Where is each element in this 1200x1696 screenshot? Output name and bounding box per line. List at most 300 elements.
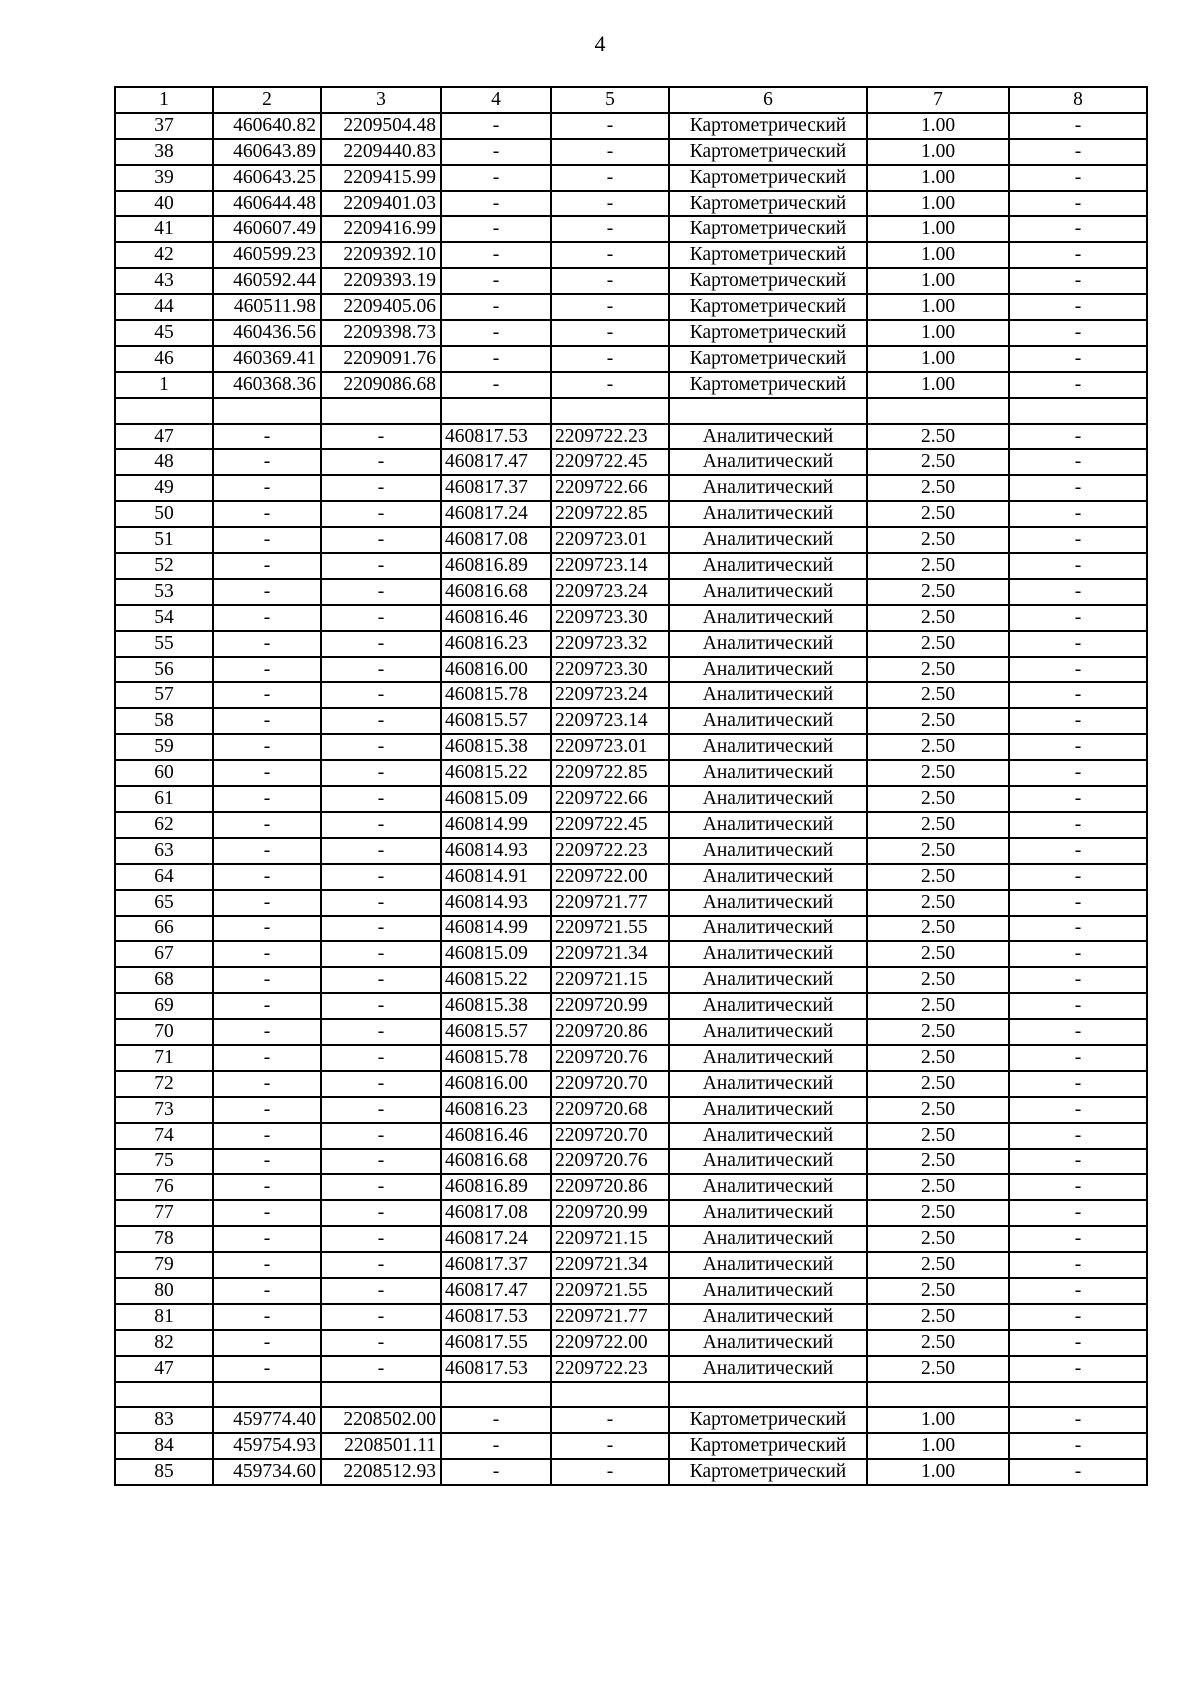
x-coordinate-cell: - [213,916,321,942]
method-cell: Картометрический [669,268,867,294]
accuracy-cell: 2.50 [867,1200,1009,1226]
y-coordinate-cell: - [321,1019,441,1045]
x-coordinate-cell: - [213,1097,321,1123]
point-number-cell: 52 [115,553,213,579]
accuracy-cell: 2.50 [867,967,1009,993]
table-row [115,941,1147,967]
accuracy-cell: 2.50 [867,1123,1009,1149]
x-coordinate-cell: 460592.44 [213,268,321,294]
column-header: 1 [115,87,213,113]
point-number-cell: 71 [115,1045,213,1071]
table-row [115,113,1147,139]
method-cell: Аналитический [669,838,867,864]
accuracy-cell: 2.50 [867,1149,1009,1175]
accuracy-cell: 1.00 [867,346,1009,372]
method-cell: Картометрический [669,139,867,165]
y-coordinate-new-cell: - [551,216,669,242]
table-row [115,682,1147,708]
point-number-cell: 43 [115,268,213,294]
accuracy-cell: 1.00 [867,1433,1009,1459]
point-number-cell: 56 [115,657,213,683]
y-coordinate-new-cell: 2209720.68 [551,1097,669,1123]
x-coordinate-new-cell: - [441,191,551,217]
y-coordinate-new-cell: 2209722.45 [551,812,669,838]
description-cell: - [1009,1200,1147,1226]
method-cell: Аналитический [669,786,867,812]
description-cell: - [1009,838,1147,864]
x-coordinate-new-cell: - [441,1459,551,1485]
accuracy-cell: 2.50 [867,1356,1009,1382]
x-coordinate-new-cell: 460814.99 [441,812,551,838]
description-cell: - [1009,475,1147,501]
table-header-row [115,87,1147,113]
table-row [115,1097,1147,1123]
x-coordinate-new-cell: 460815.78 [441,1045,551,1071]
accuracy-cell: 2.50 [867,734,1009,760]
method-cell: Аналитический [669,1097,867,1123]
y-coordinate-new-cell: 2209723.01 [551,527,669,553]
method-cell: Картометрический [669,113,867,139]
method-cell: Аналитический [669,1330,867,1356]
y-coordinate-new-cell: 2209722.23 [551,838,669,864]
x-coordinate-new-cell: - [441,268,551,294]
y-coordinate-cell: - [321,1149,441,1175]
x-coordinate-new-cell: 460815.22 [441,967,551,993]
point-number-cell: 72 [115,1071,213,1097]
description-cell: - [1009,708,1147,734]
y-coordinate-cell: - [321,1304,441,1330]
point-number-cell: 48 [115,449,213,475]
accuracy-cell: 1.00 [867,268,1009,294]
x-coordinate-new-cell: - [441,139,551,165]
x-coordinate-cell: - [213,682,321,708]
accuracy-cell: 2.50 [867,1304,1009,1330]
x-coordinate-cell: - [213,734,321,760]
table-row [115,449,1147,475]
description-cell: - [1009,242,1147,268]
x-coordinate-cell: - [213,1330,321,1356]
description-cell: - [1009,1071,1147,1097]
point-number-cell: 77 [115,1200,213,1226]
x-coordinate-cell: - [213,760,321,786]
description-cell: - [1009,890,1147,916]
accuracy-cell: 2.50 [867,1097,1009,1123]
y-coordinate-new-cell: - [551,346,669,372]
y-coordinate-cell: - [321,993,441,1019]
description-cell: - [1009,139,1147,165]
table-row [115,346,1147,372]
y-coordinate-new-cell: 2209723.24 [551,682,669,708]
description-cell: - [1009,424,1147,450]
description-cell: - [1009,682,1147,708]
y-coordinate-new-cell: 2209721.34 [551,1252,669,1278]
y-coordinate-cell: - [321,967,441,993]
table-row [115,786,1147,812]
table-row [115,320,1147,346]
table-row [115,1278,1147,1304]
description-cell: - [1009,527,1147,553]
method-cell: Аналитический [669,475,867,501]
method-cell: Аналитический [669,1200,867,1226]
table-row [115,553,1147,579]
method-cell: Аналитический [669,812,867,838]
x-coordinate-new-cell: 460816.46 [441,605,551,631]
method-cell: Картометрический [669,320,867,346]
page-number: 4 [594,31,606,56]
table-row [115,165,1147,191]
table-row [115,1019,1147,1045]
x-coordinate-cell: 460643.25 [213,165,321,191]
x-coordinate-new-cell: 460817.47 [441,449,551,475]
table-row [115,1356,1147,1382]
y-coordinate-new-cell: 2209721.55 [551,1278,669,1304]
table-row [115,1200,1147,1226]
method-cell: Картометрический [669,165,867,191]
y-coordinate-cell: 2209405.06 [321,294,441,320]
accuracy-cell: 1.00 [867,294,1009,320]
accuracy-cell: 2.50 [867,1278,1009,1304]
method-cell: Картометрический [669,1433,867,1459]
description-cell: - [1009,1045,1147,1071]
point-number-cell: 50 [115,501,213,527]
table-row [115,1123,1147,1149]
y-coordinate-new-cell: 2209722.00 [551,1330,669,1356]
description-cell: - [1009,1330,1147,1356]
y-coordinate-new-cell: 2209722.00 [551,864,669,890]
table-row [115,372,1147,398]
y-coordinate-new-cell [551,398,669,424]
table-row [115,424,1147,450]
description-cell: - [1009,864,1147,890]
method-cell [669,398,867,424]
point-number-cell: 54 [115,605,213,631]
x-coordinate-new-cell: 460817.53 [441,424,551,450]
point-number-cell: 76 [115,1174,213,1200]
accuracy-cell: 2.50 [867,1045,1009,1071]
x-coordinate-new-cell: 460816.68 [441,579,551,605]
point-number-cell: 49 [115,475,213,501]
method-cell: Аналитический [669,553,867,579]
table-row [115,579,1147,605]
description-cell: - [1009,657,1147,683]
y-coordinate-cell: 2209392.10 [321,242,441,268]
y-coordinate-cell: - [321,1174,441,1200]
point-number-cell: 84 [115,1433,213,1459]
y-coordinate-new-cell: 2209721.15 [551,967,669,993]
y-coordinate-new-cell: 2209720.99 [551,993,669,1019]
y-coordinate-cell: - [321,708,441,734]
method-cell: Картометрический [669,372,867,398]
description-cell: - [1009,1174,1147,1200]
y-coordinate-cell: - [321,916,441,942]
y-coordinate-cell: - [321,941,441,967]
x-coordinate-new-cell: 460817.47 [441,1278,551,1304]
point-number-cell [115,398,213,424]
method-cell: Аналитический [669,449,867,475]
x-coordinate-new-cell: 460817.08 [441,1200,551,1226]
x-coordinate-new-cell: 460815.09 [441,941,551,967]
y-coordinate-new-cell: 2209720.76 [551,1045,669,1071]
y-coordinate-cell: - [321,890,441,916]
point-number-cell: 51 [115,527,213,553]
x-coordinate-new-cell: - [441,165,551,191]
x-coordinate-new-cell: 460815.38 [441,993,551,1019]
accuracy-cell: 2.50 [867,501,1009,527]
y-coordinate-cell: 2209504.48 [321,113,441,139]
y-coordinate-cell: - [321,760,441,786]
description-cell: - [1009,916,1147,942]
point-number-cell: 59 [115,734,213,760]
y-coordinate-new-cell: 2209722.66 [551,475,669,501]
x-coordinate-new-cell: 460816.00 [441,657,551,683]
method-cell: Картометрический [669,242,867,268]
y-coordinate-new-cell: - [551,1433,669,1459]
y-coordinate-cell: 2208501.11 [321,1433,441,1459]
x-coordinate-cell: - [213,501,321,527]
x-coordinate-cell: 459754.93 [213,1433,321,1459]
y-coordinate-new-cell: 2209723.14 [551,553,669,579]
column-header: 7 [867,87,1009,113]
table-row [115,708,1147,734]
y-coordinate-cell: - [321,501,441,527]
accuracy-cell: 1.00 [867,1459,1009,1485]
y-coordinate-new-cell: 2209720.70 [551,1071,669,1097]
y-coordinate-cell: - [321,424,441,450]
y-coordinate-new-cell: 2209721.55 [551,916,669,942]
description-cell: - [1009,113,1147,139]
table-row [115,967,1147,993]
column-header: 8 [1009,87,1147,113]
description-cell: - [1009,165,1147,191]
description-cell: - [1009,449,1147,475]
x-coordinate-cell: 460511.98 [213,294,321,320]
accuracy-cell: 2.50 [867,682,1009,708]
accuracy-cell: 2.50 [867,631,1009,657]
x-coordinate-new-cell [441,1382,551,1408]
point-number-cell: 63 [115,838,213,864]
x-coordinate-cell: - [213,631,321,657]
y-coordinate-new-cell: - [551,113,669,139]
accuracy-cell: 2.50 [867,553,1009,579]
x-coordinate-cell: - [213,864,321,890]
x-coordinate-cell: - [213,1304,321,1330]
table-row [115,1045,1147,1071]
description-cell: - [1009,1459,1147,1485]
description-cell: - [1009,605,1147,631]
x-coordinate-cell [213,1382,321,1408]
y-coordinate-cell: - [321,449,441,475]
point-number-cell: 41 [115,216,213,242]
table-row [115,1330,1147,1356]
method-cell: Аналитический [669,1123,867,1149]
x-coordinate-cell: - [213,527,321,553]
description-cell: - [1009,346,1147,372]
y-coordinate-cell: - [321,1200,441,1226]
point-number-cell: 78 [115,1226,213,1252]
point-number-cell: 39 [115,165,213,191]
table-row [115,1149,1147,1175]
x-coordinate-cell: - [213,1174,321,1200]
y-coordinate-new-cell: - [551,294,669,320]
x-coordinate-cell: - [213,1200,321,1226]
y-coordinate-new-cell: 2209723.30 [551,605,669,631]
method-cell: Аналитический [669,708,867,734]
y-coordinate-new-cell: 2209722.85 [551,760,669,786]
method-cell: Аналитический [669,1019,867,1045]
point-number-cell: 47 [115,1356,213,1382]
point-number-cell: 65 [115,890,213,916]
point-number-cell: 79 [115,1252,213,1278]
description-cell: - [1009,734,1147,760]
y-coordinate-new-cell: - [551,1407,669,1433]
table-row [115,631,1147,657]
x-coordinate-new-cell: 460817.37 [441,1252,551,1278]
y-coordinate-cell: 2209415.99 [321,165,441,191]
y-coordinate-cell: 2209398.73 [321,320,441,346]
method-cell: Аналитический [669,1252,867,1278]
method-cell: Аналитический [669,682,867,708]
table-row [115,1304,1147,1330]
x-coordinate-cell: 460643.89 [213,139,321,165]
description-cell: - [1009,786,1147,812]
accuracy-cell: 1.00 [867,165,1009,191]
y-coordinate-cell: 2209401.03 [321,191,441,217]
accuracy-cell: 2.50 [867,760,1009,786]
x-coordinate-new-cell: 460814.91 [441,864,551,890]
method-cell: Аналитический [669,1226,867,1252]
method-cell: Аналитический [669,1356,867,1382]
method-cell: Аналитический [669,1304,867,1330]
y-coordinate-cell: - [321,786,441,812]
x-coordinate-new-cell: 460814.99 [441,916,551,942]
method-cell: Аналитический [669,501,867,527]
method-cell: Аналитический [669,734,867,760]
point-number-cell: 67 [115,941,213,967]
x-coordinate-new-cell: 460816.68 [441,1149,551,1175]
x-coordinate-cell: 460640.82 [213,113,321,139]
accuracy-cell: 2.50 [867,424,1009,450]
y-coordinate-new-cell: 2209720.76 [551,1149,669,1175]
y-coordinate-new-cell [551,1382,669,1408]
method-cell: Аналитический [669,579,867,605]
y-coordinate-cell: 2209393.19 [321,268,441,294]
accuracy-cell [867,398,1009,424]
y-coordinate-cell: - [321,1330,441,1356]
table-row [115,1226,1147,1252]
accuracy-cell: 2.50 [867,527,1009,553]
x-coordinate-new-cell [441,398,551,424]
column-header: 2 [213,87,321,113]
description-cell: - [1009,372,1147,398]
y-coordinate-cell: - [321,1071,441,1097]
y-coordinate-cell: - [321,1278,441,1304]
method-cell: Аналитический [669,424,867,450]
accuracy-cell: 2.50 [867,993,1009,1019]
x-coordinate-new-cell: 460816.23 [441,631,551,657]
x-coordinate-new-cell: - [441,372,551,398]
point-number-cell: 38 [115,139,213,165]
point-number-cell: 74 [115,1123,213,1149]
method-cell: Аналитический [669,657,867,683]
accuracy-cell: 1.00 [867,216,1009,242]
point-number-cell: 66 [115,916,213,942]
description-cell: - [1009,1226,1147,1252]
column-header: 3 [321,87,441,113]
table-row [115,890,1147,916]
y-coordinate-cell: - [321,864,441,890]
description-cell: - [1009,631,1147,657]
description-cell: - [1009,191,1147,217]
x-coordinate-cell: - [213,786,321,812]
accuracy-cell: 1.00 [867,242,1009,268]
table-row [115,812,1147,838]
column-header: 6 [669,87,867,113]
y-coordinate-cell: - [321,1123,441,1149]
y-coordinate-new-cell: - [551,320,669,346]
point-number-cell: 46 [115,346,213,372]
y-coordinate-new-cell: - [551,139,669,165]
y-coordinate-cell: - [321,579,441,605]
x-coordinate-new-cell: 460816.46 [441,1123,551,1149]
y-coordinate-cell: - [321,1356,441,1382]
accuracy-cell: 2.50 [867,786,1009,812]
method-cell [669,1382,867,1408]
y-coordinate-new-cell: - [551,1459,669,1485]
x-coordinate-cell: - [213,838,321,864]
description-cell: - [1009,1097,1147,1123]
point-number-cell: 75 [115,1149,213,1175]
description-cell: - [1009,993,1147,1019]
description-cell: - [1009,579,1147,605]
x-coordinate-new-cell: 460815.38 [441,734,551,760]
method-cell: Аналитический [669,941,867,967]
accuracy-cell: 1.00 [867,320,1009,346]
table-row [115,294,1147,320]
y-coordinate-cell: - [321,682,441,708]
point-number-cell: 1 [115,372,213,398]
x-coordinate-cell: - [213,708,321,734]
description-cell: - [1009,1123,1147,1149]
accuracy-cell: 2.50 [867,864,1009,890]
point-number-cell: 64 [115,864,213,890]
method-cell: Аналитический [669,760,867,786]
accuracy-cell: 1.00 [867,139,1009,165]
accuracy-cell: 2.50 [867,657,1009,683]
accuracy-cell: 2.50 [867,1019,1009,1045]
table-row [115,1407,1147,1433]
y-coordinate-cell: 2208502.00 [321,1407,441,1433]
accuracy-cell: 2.50 [867,838,1009,864]
x-coordinate-new-cell: 460816.00 [441,1071,551,1097]
x-coordinate-cell: - [213,1045,321,1071]
x-coordinate-cell: - [213,1071,321,1097]
x-coordinate-new-cell: 460814.93 [441,890,551,916]
table-row [115,1252,1147,1278]
description-cell: - [1009,941,1147,967]
x-coordinate-new-cell: 460815.78 [441,682,551,708]
point-number-cell: 37 [115,113,213,139]
description-cell [1009,398,1147,424]
y-coordinate-cell: - [321,1226,441,1252]
description-cell: - [1009,1304,1147,1330]
accuracy-cell: 2.50 [867,579,1009,605]
x-coordinate-cell: 459774.40 [213,1407,321,1433]
column-header: 5 [551,87,669,113]
x-coordinate-new-cell: - [441,346,551,372]
point-number-cell: 58 [115,708,213,734]
x-coordinate-cell: 460644.48 [213,191,321,217]
x-coordinate-new-cell: 460817.24 [441,501,551,527]
